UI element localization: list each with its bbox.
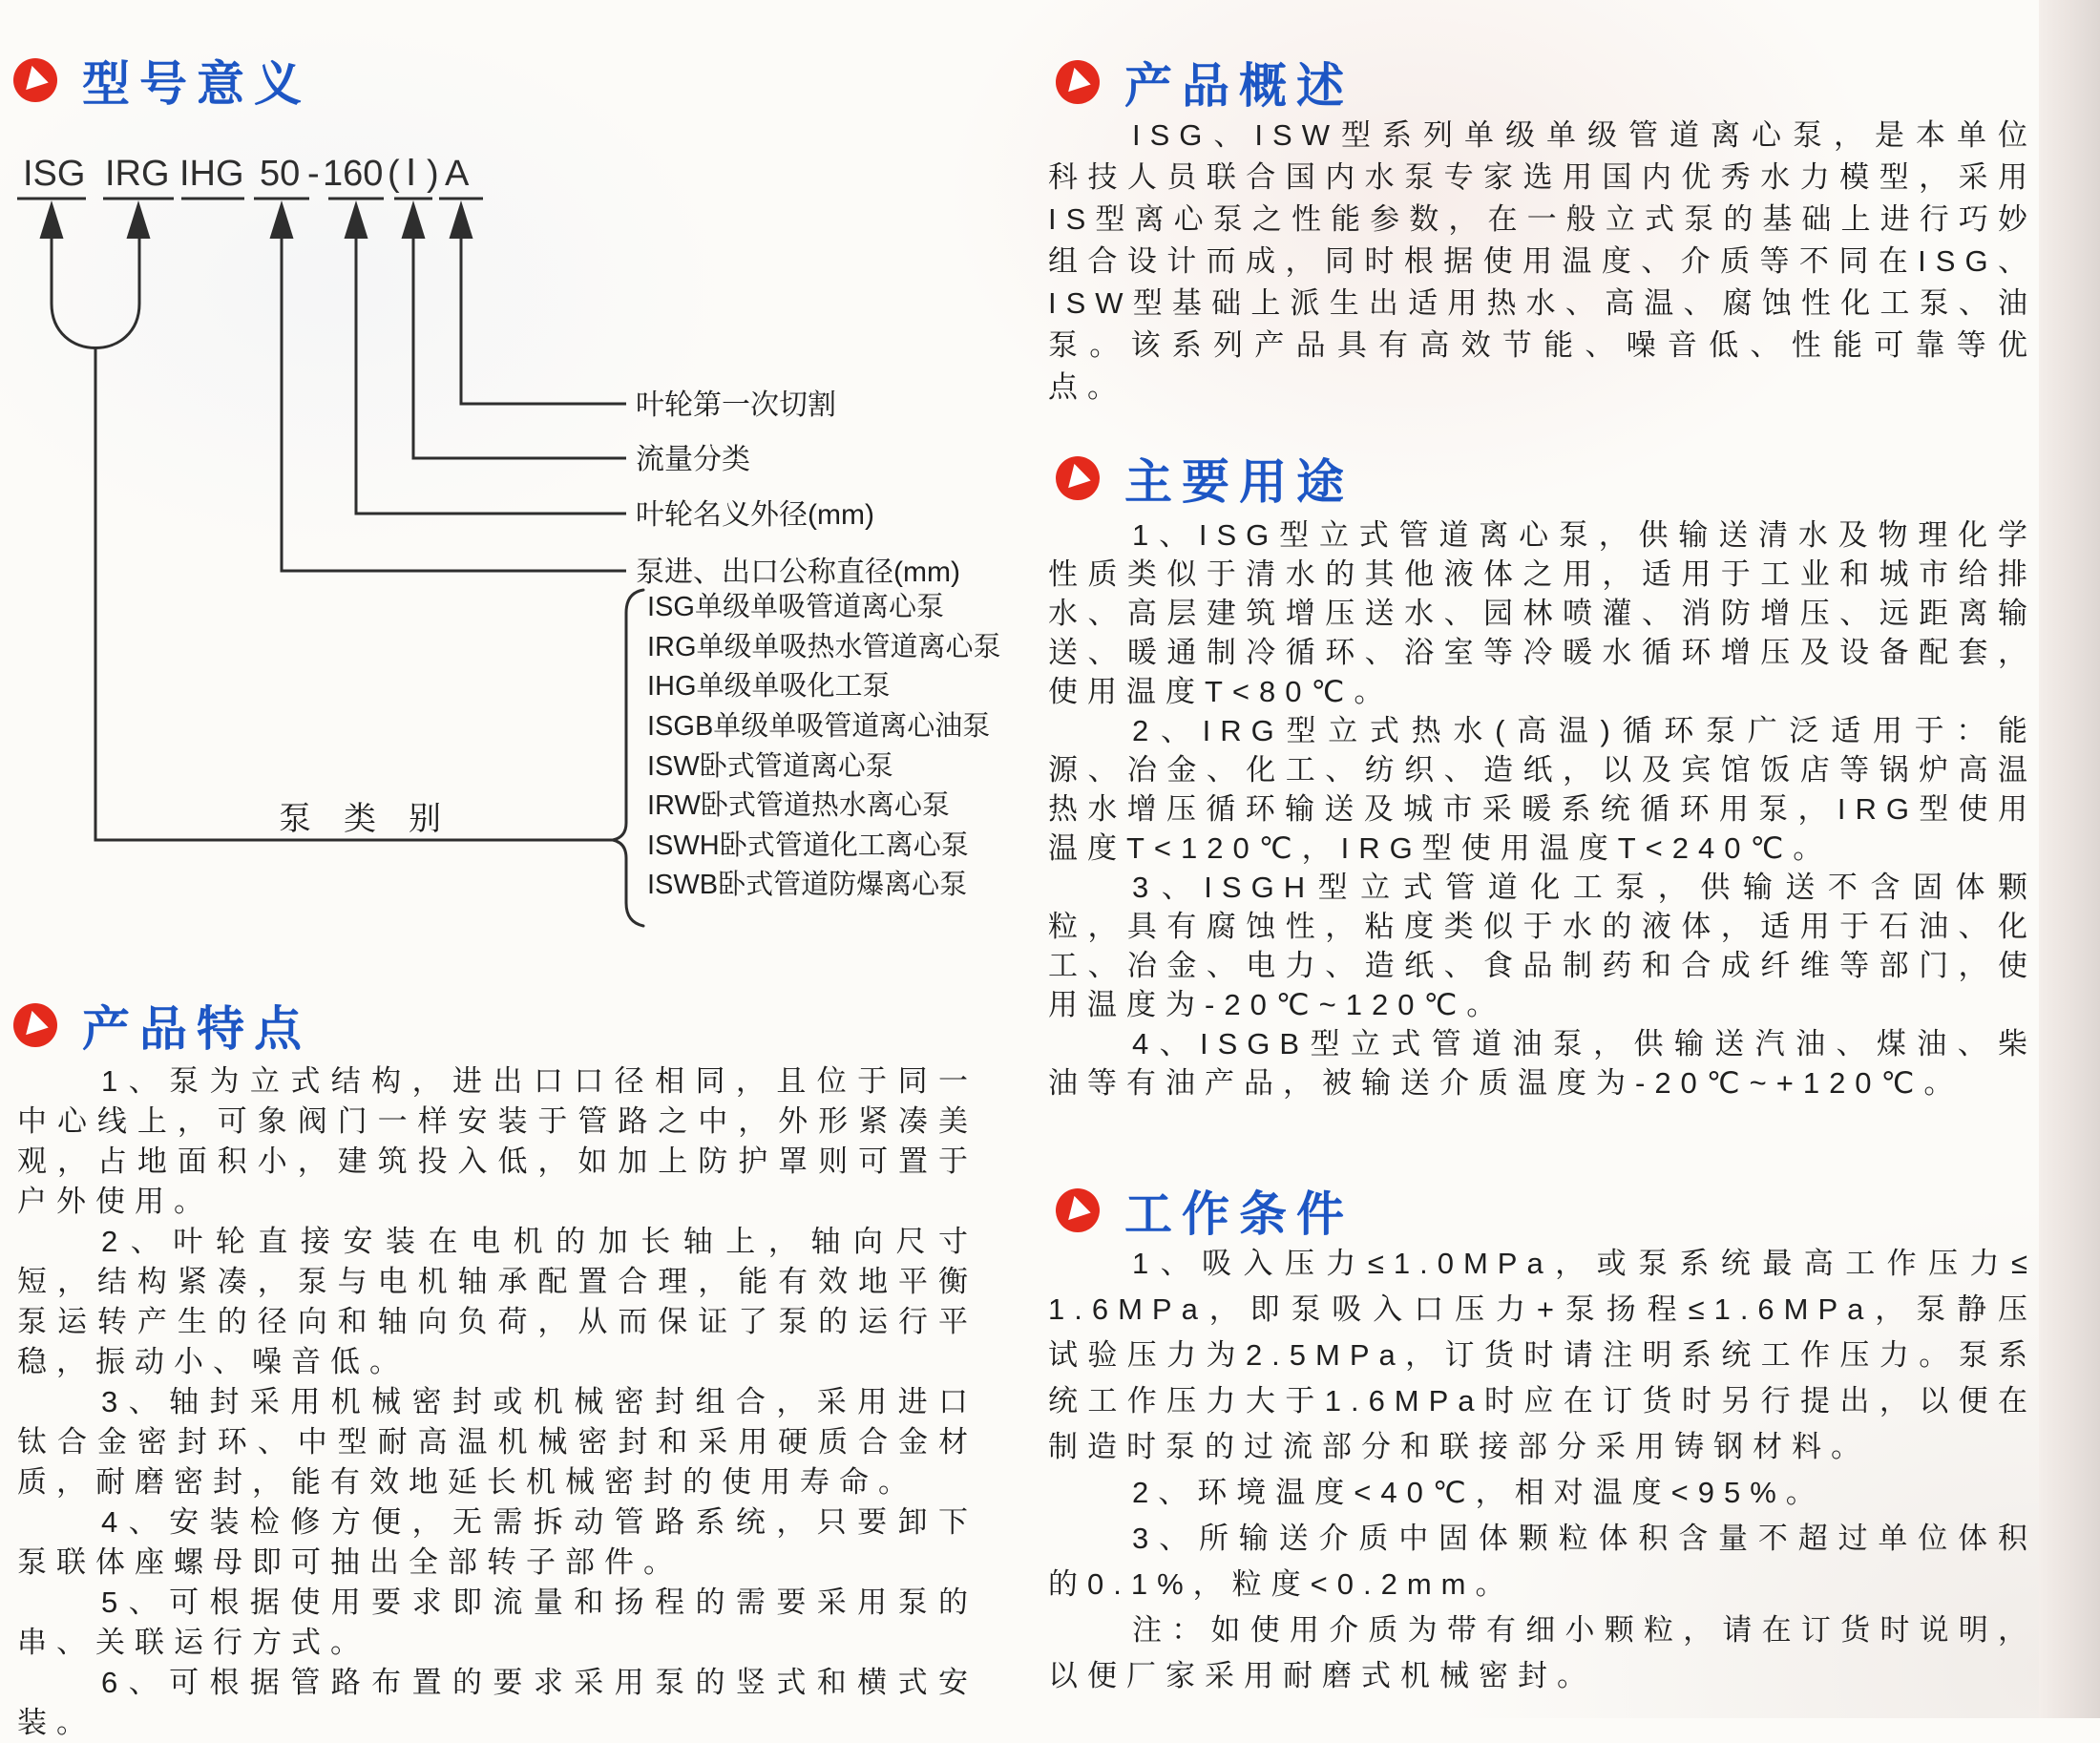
condition-item: 2、环境温度<40℃，相对温度<95%。 — [1132, 1476, 1825, 1509]
usage-item: 4、ISGB型立式管道油泵，供输送汽油、煤油、柴油等有油产品，被输送介质温度为-20℃~+120℃。 — [1048, 1027, 2037, 1100]
model-part: - — [307, 154, 320, 194]
play-bullet-icon — [1056, 456, 1100, 500]
pointer-arrow-icons — [40, 200, 473, 239]
category-brace — [613, 590, 643, 926]
model-part: 50 — [260, 154, 301, 194]
usage-item: 1、ISG型立式管道离心泵，供输送清水及物理化学性质类似于清水的其他液体之用，适用于工业和城市给排水、高层建筑增压送水、园林喷灌、消防增压、远距离输送、暖通制冷循环、浴室等冷暖水循环增压及设备配套，使用温度T<80℃。 — [1048, 518, 2037, 708]
feature-item: 5、可根据使用要求即流量和扬程的需要采用泵的串、关联运行方式。 — [17, 1586, 977, 1659]
diagram-labels — [636, 389, 960, 588]
feature-item: 1、泵为立式结构，进出口口径相同，且位于同一中心线上，可象阀门一样安装于管路之中，外形紧凑美观，占地面积小，建筑投入低，如加上防护罩则可置于户外使用。 — [17, 1064, 977, 1218]
section-title-usage: 主要用途 — [1124, 455, 1354, 509]
model-part: IRG — [105, 154, 170, 194]
pump-type-item: ISG单级单吸管道离心泵 — [647, 592, 944, 622]
model-part: ( — [388, 154, 400, 194]
section-title-model-meaning: 型号意义 — [82, 57, 311, 111]
model-part: ) — [427, 154, 439, 194]
pump-type-item: ISGB单级单吸管道离心油泵 — [647, 711, 991, 742]
pump-type-item: ISWH卧式管道化工离心泵 — [647, 830, 969, 861]
connector-lines — [52, 235, 626, 840]
pump-category-label: 泵 类 别 — [279, 801, 441, 837]
usage-item: 2、IRG型立式热水(高温)循环泵广泛适用于：能源、冶金、化工、纺织、造纸，以及宾馆饭店等锅炉高温热水增压循环输送及城市采暖系统循环用泵，IRG型使用温度T<120℃，IRG型使用温度T<240℃。 — [1048, 714, 2037, 865]
model-designation-diagram — [0, 143, 1002, 983]
feature-item: 2、叶轮直接安装在电机的加长轴上，轴向尺寸短，结构紧凑，泵与电机轴承配置合理，能有效地平衡泵运转产生的径向和轴向负荷，从而保证了泵的运行平稳，振动小、噪音低。 — [17, 1225, 977, 1378]
diagram-label: 叶轮第一次切割 — [636, 389, 836, 421]
section-title-overview: 产品概述 — [1124, 59, 1354, 113]
play-bullet-icon — [1056, 60, 1100, 104]
feature-item: 3、轴封采用机械密封或机械密封组合，采用进口钛合金密封环、中型耐高温机械密封和采用硬质合金材质，耐磨密封，能有效地延长机械密封的使用寿命。 — [17, 1385, 977, 1499]
play-bullet-icon — [13, 1003, 57, 1047]
section-header-features — [13, 991, 311, 1060]
pump-type-item: IRG单级单吸热水管道离心泵 — [647, 632, 1001, 662]
section-title-features: 产品特点 — [82, 1002, 311, 1056]
model-code — [23, 154, 470, 194]
model-part: A — [445, 154, 470, 194]
section-title-conditions: 工作条件 — [1124, 1187, 1354, 1241]
condition-note: 注：如使用介质为带有细小颗粒，请在订货时说明，以便厂家采用耐磨式机械密封。 — [1048, 1613, 2037, 1692]
condition-item: 1、吸入压力≤1.0MPa，或泵系统最高工作压力≤1.6MPa，即泵吸入口压力+泵扬程≤1.6MPa，泵静压试验压力为2.5MPa，订货时请注明系统工作压力。泵系统工作压力大于1.6MPa时应在订货时另行提出，以便在制造时泵的过流部分和联接部分采用铸钢材料。 — [1048, 1247, 2037, 1463]
model-part: ISG — [23, 154, 86, 194]
features-body — [17, 1061, 977, 1743]
section-header-conditions — [1056, 1176, 1354, 1245]
diagram-label: 叶轮名义外径(mm) — [636, 499, 874, 531]
section-header-usage — [1056, 444, 1354, 513]
usage-item: 3、ISGH型立式管道化工泵，供输送不含固体颗粒，具有腐蚀性，粘度类似于水的液体，适用于石油、化工、冶金、电力、造纸、食品制药和合成纤维等部门，使用温度为-20℃~120℃。 — [1048, 871, 2037, 1021]
play-bullet-icon — [1056, 1188, 1100, 1232]
overview-paragraph: ISG、ISW型系列单级单级管道离心泵，是本单位科技人员联合国内水泵专家选用国内优秀水力模型，采用IS型离心泵之性能参数，在一般立式泵的基础上进行巧妙组合设计而成，同时根据使用温度、介质等不同在ISG、ISW型基础上派生出适用热水、高温、腐蚀性化工泵、油泵。该系列产品具有高效节能、噪音低、性能可靠等优点。 — [1048, 118, 2037, 404]
section-header-overview — [1056, 48, 1354, 116]
pump-type-item: IHG单级单吸化工泵 — [647, 671, 891, 702]
model-part: IHG — [179, 154, 244, 194]
condition-item: 3、所输送介质中固体颗粒体积含量不超过单位体积的0.1%，粒度<0.2mm。 — [1048, 1522, 2037, 1601]
pump-type-list — [647, 591, 1001, 900]
feature-item: 6、可根据管路布置的要求采用泵的竖式和横式安装。 — [17, 1666, 977, 1739]
page-edge-shadow — [2039, 0, 2100, 1718]
pump-type-item: ISWB卧式管道防爆离心泵 — [647, 870, 968, 900]
pump-type-item: ISW卧式管道离心泵 — [647, 751, 893, 782]
diagram-label: 泵进、出口公称直径(mm) — [636, 556, 960, 588]
play-bullet-icon — [13, 58, 57, 102]
feature-item: 4、安装检修方便，无需拆动管路系统，只要卸下泵联体座螺母即可抽出全部转子部件。 — [17, 1505, 977, 1579]
usage-body — [1048, 515, 2037, 1102]
model-part: Ⅰ — [406, 154, 417, 194]
model-part: 160 — [323, 154, 384, 194]
pump-type-item: IRW卧式管道热水离心泵 — [647, 790, 950, 821]
diagram-label: 流量分类 — [636, 444, 750, 475]
overview-body — [1048, 115, 2037, 409]
conditions-body — [1048, 1241, 2037, 1699]
section-header-model-meaning — [13, 46, 311, 115]
